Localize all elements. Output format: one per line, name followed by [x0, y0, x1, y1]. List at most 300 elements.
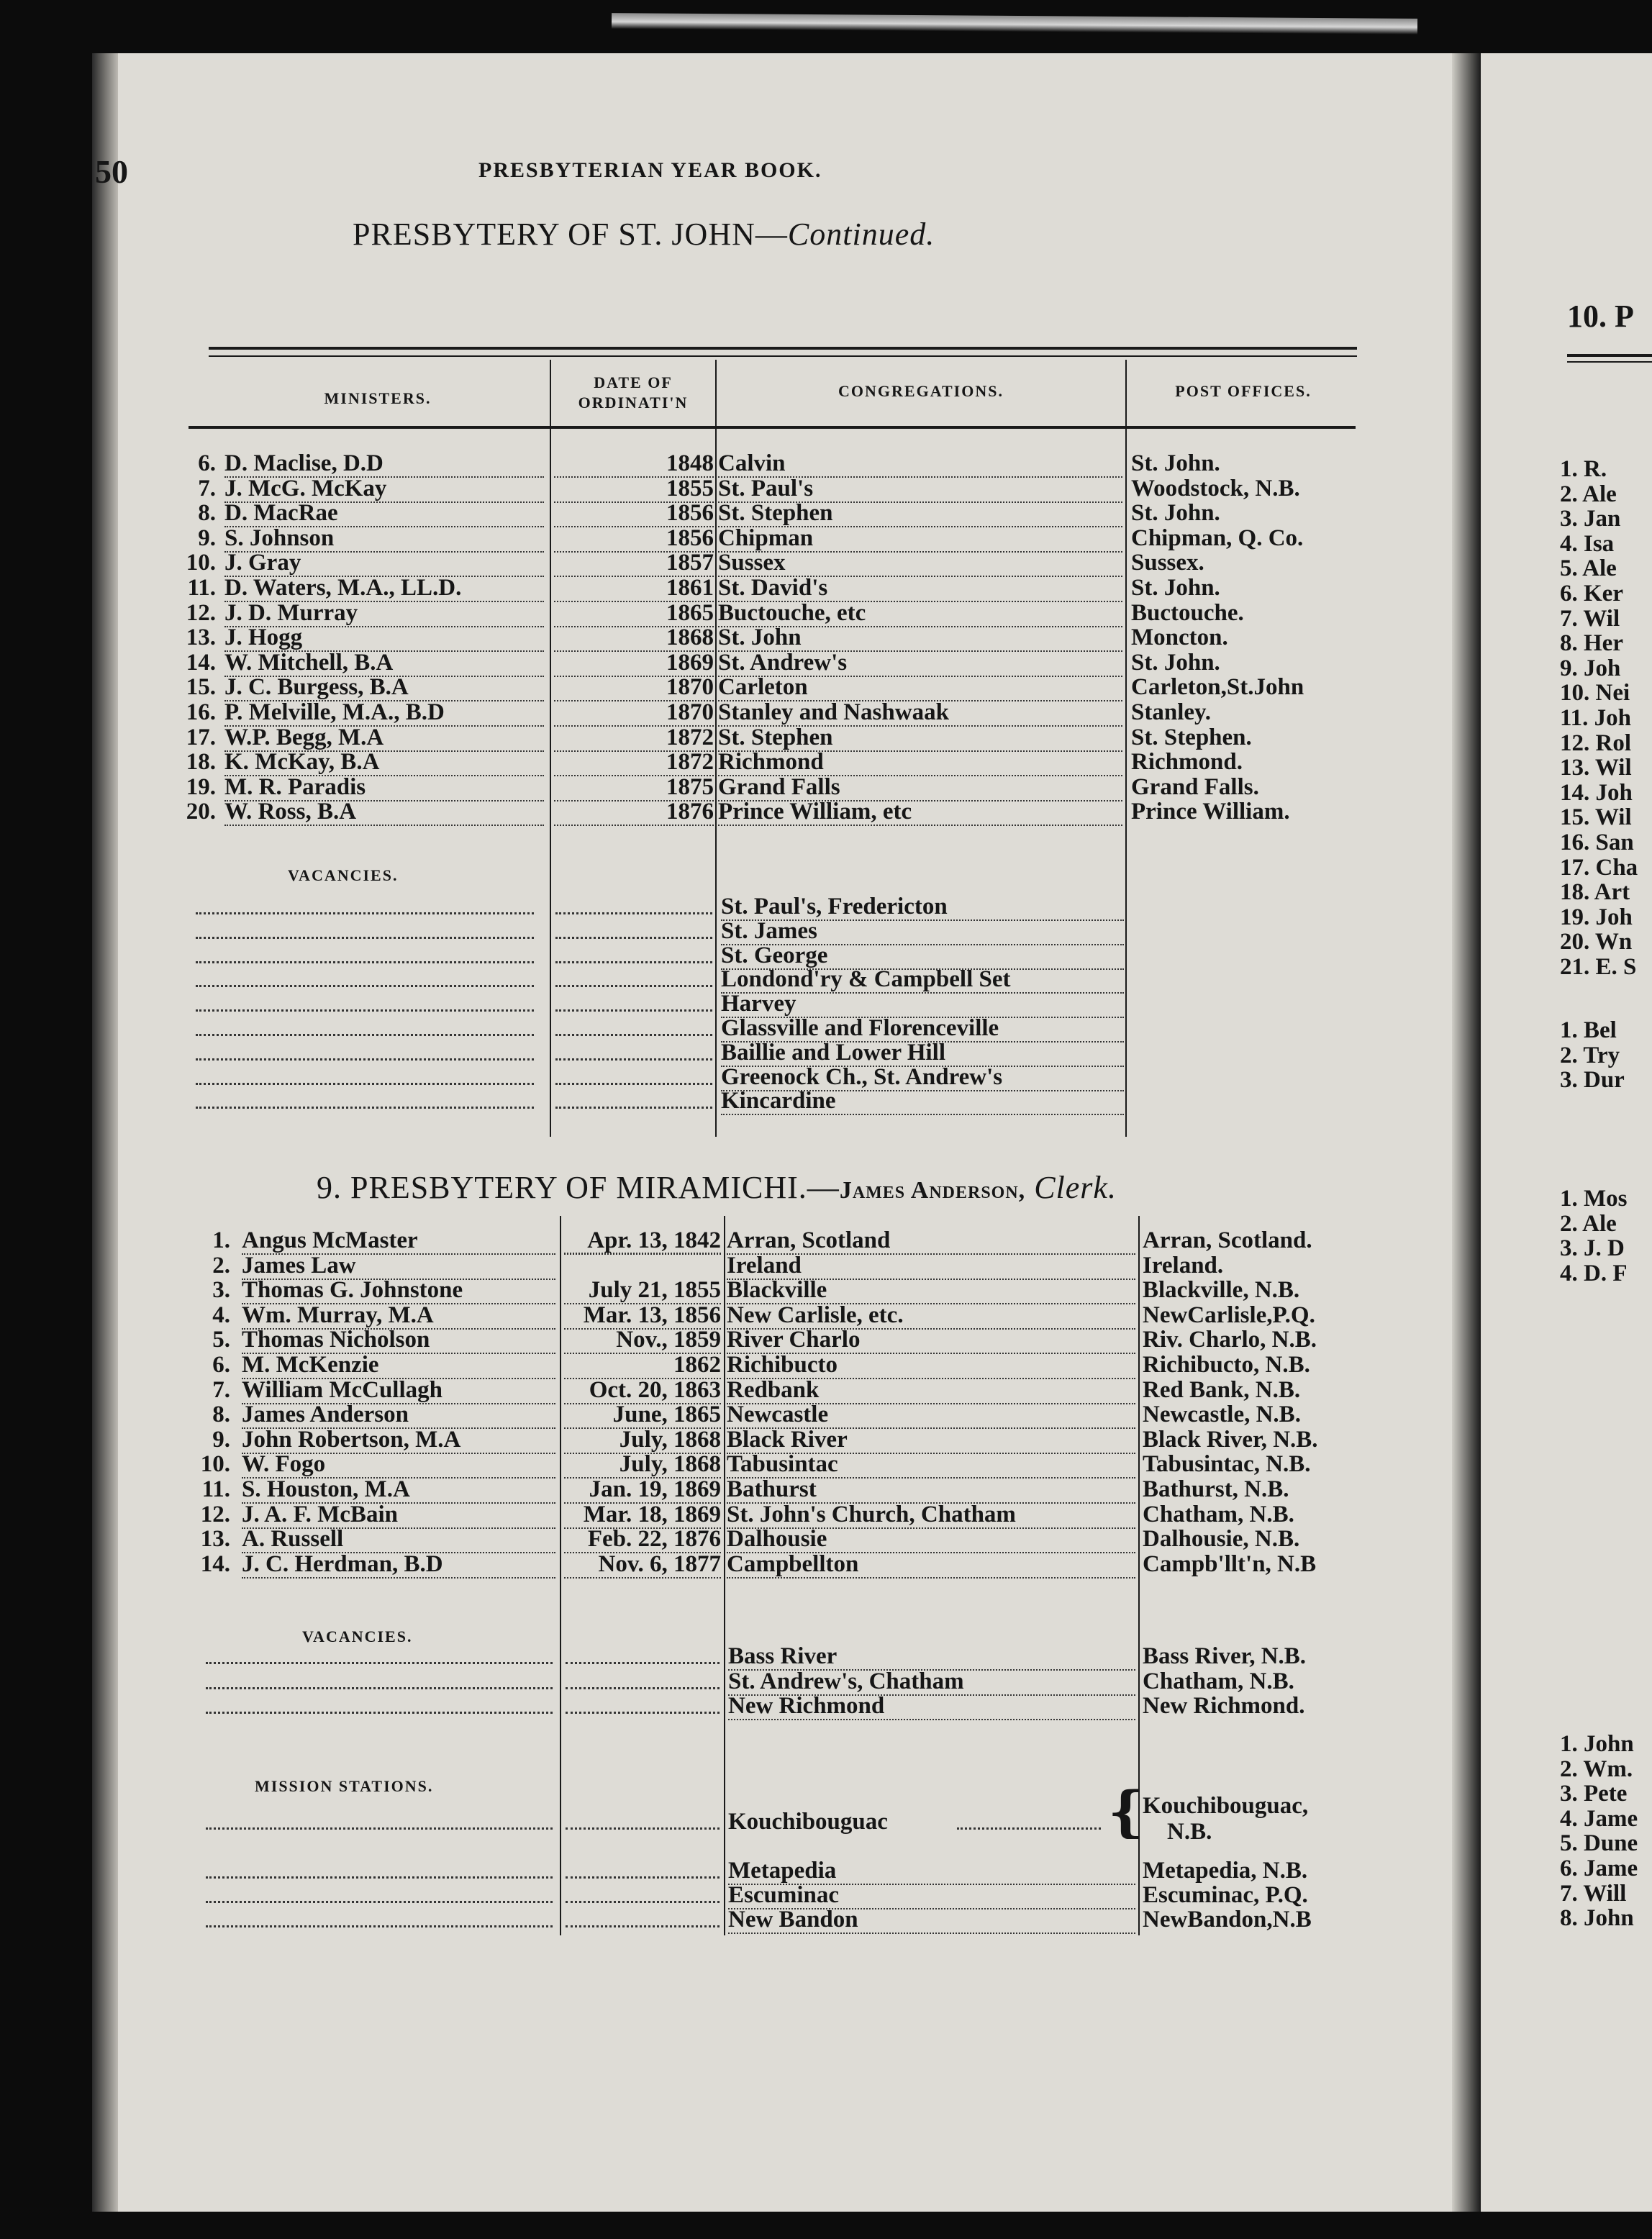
dot-leader: [196, 958, 534, 963]
dot-leader: [196, 1055, 534, 1061]
vacancy-congregation: Harvey: [721, 991, 1124, 1018]
right-page-rule-thin: [1567, 361, 1652, 363]
ordination-date: Mar. 18, 1869: [564, 1502, 721, 1529]
row-number: 5.: [212, 1327, 230, 1353]
row-number: 18.: [186, 749, 216, 776]
congregation: Grand Falls: [718, 774, 1122, 801]
minister-name: W. Fogo: [242, 1451, 555, 1479]
dot-leader: [566, 1898, 720, 1903]
ordination-date: Apr. 13, 1842: [564, 1227, 721, 1255]
section-title-suffix: Continued.: [787, 217, 935, 252]
dot-leader: [206, 1922, 553, 1927]
vacancies-heading-st-john: VACANCIES.: [288, 866, 399, 884]
row-number: 10.: [200, 1451, 230, 1478]
scan-edge-smudge: [612, 13, 1417, 35]
congregation: Bathurst: [727, 1476, 1135, 1504]
congregation: Prince William, etc: [718, 799, 1122, 826]
row-number: 16.: [186, 699, 216, 725]
dot-leader: [566, 1922, 720, 1927]
mission-row: [0, 1858, 1652, 1884]
mission-row: [0, 1882, 1652, 1908]
ordination-date: Jan. 19, 1869: [564, 1476, 721, 1504]
congregation: Richmond: [718, 749, 1122, 776]
row-number: 14.: [200, 1550, 230, 1577]
row-number: 14.: [186, 649, 216, 676]
post-office: Ireland.: [1143, 1252, 1224, 1279]
right-page-fragment: 1. R.: [1560, 456, 1607, 482]
vacancy-congregation: New Richmond: [728, 1693, 1135, 1720]
dot-leader: [206, 1825, 553, 1830]
congregation: St. Paul's: [718, 476, 1122, 503]
table-row: [0, 500, 1652, 526]
minister-name: W.P. Begg, M.A: [224, 725, 544, 752]
right-page-fragment: 21. E. S: [1560, 954, 1637, 980]
table-row: [0, 1476, 1652, 1502]
minister-name: S. Johnson: [224, 525, 544, 553]
vacancy-row: [0, 1668, 1652, 1694]
congregation: Tabusintac: [727, 1451, 1135, 1479]
right-page-fragment: 3. Dur: [1560, 1067, 1625, 1094]
table-row: [0, 550, 1652, 576]
dot-leader: [555, 982, 712, 987]
table-row: [0, 1377, 1652, 1403]
ordination-date: [564, 1253, 721, 1254]
row-number: 6.: [212, 1352, 230, 1378]
congregation: Black River: [727, 1427, 1135, 1454]
row-number: 10.: [186, 550, 216, 576]
minister-name: J. Hogg: [224, 625, 544, 652]
ordination-date: 1857: [554, 550, 714, 577]
post-office: Moncton.: [1131, 625, 1228, 651]
minister-name: James Law: [242, 1253, 555, 1280]
minister-name: James Anderson: [242, 1402, 555, 1429]
post-office: Prince William.: [1131, 799, 1290, 825]
right-page-fragment: 3. J. D: [1560, 1235, 1625, 1262]
right-page-heading: 10. P: [1567, 299, 1634, 334]
right-page-fragment: 4. D. F: [1560, 1260, 1628, 1286]
vacancy-congregation: Bass River: [728, 1643, 1135, 1671]
right-page-fragment: 17. Cha: [1560, 854, 1638, 881]
right-page-fragment: 2. Ale: [1560, 481, 1617, 507]
vacancy-row: [0, 966, 1652, 992]
ordination-date: 1869: [554, 650, 714, 677]
minister-name: W. Ross, B.A: [224, 799, 544, 826]
table-row: [0, 650, 1652, 676]
dot-leader: [555, 909, 712, 914]
post-office: Sussex.: [1131, 550, 1204, 576]
col-head-congregations: CONGREGATIONS.: [838, 382, 1004, 400]
ordination-date: July 21, 1855: [564, 1277, 721, 1304]
dot-leader: [196, 1080, 534, 1085]
right-page-fragment: 4. Isa: [1560, 530, 1615, 557]
vacancy-row: [0, 1693, 1652, 1719]
dot-leader: [196, 1104, 534, 1109]
mission-congregation: Metapedia: [728, 1858, 1135, 1885]
congregation: St. Stephen: [718, 725, 1122, 752]
minister-name: J. Gray: [224, 550, 544, 577]
right-page-fragment: 11. Joh: [1560, 705, 1632, 731]
congregation: St. John's Church, Chatham: [727, 1502, 1135, 1529]
congregation: Buctouche, etc: [718, 600, 1122, 627]
dot-leader: [196, 934, 534, 939]
ordination-date: 1848: [554, 450, 714, 478]
minister-name: D. Maclise, D.D: [224, 450, 544, 478]
post-office: Richmond.: [1131, 749, 1243, 776]
table-row: [0, 1526, 1652, 1552]
ordination-date: 1861: [554, 575, 714, 602]
post-office: Dalhousie, N.B.: [1143, 1526, 1300, 1553]
post-office: Buctouche.: [1131, 599, 1244, 626]
minister-name: P. Melville, M.A., B.D: [224, 699, 544, 727]
minister-name: S. Houston, M.A: [242, 1476, 555, 1504]
post-office: Bathurst, N.B.: [1143, 1476, 1289, 1502]
right-page-fragment: 18. Art: [1560, 879, 1630, 906]
row-number: 12.: [200, 1501, 230, 1527]
dot-leader: [555, 1104, 712, 1109]
post-office: Campb'llt'n, N.B: [1143, 1550, 1317, 1577]
ordination-date: 1875: [554, 774, 714, 801]
dot-leader: [566, 1825, 720, 1830]
minister-name: Thomas Nicholson: [242, 1327, 555, 1354]
mission-post-office: Escuminac, P.Q.: [1143, 1882, 1308, 1908]
right-page-fragment: 16. San: [1560, 830, 1634, 855]
right-page-fragment: 2. Wm.: [1560, 1756, 1633, 1782]
dot-leader: [957, 1825, 1101, 1830]
clerk-name: James Anderson,: [839, 1177, 1026, 1204]
congregation: Ireland: [727, 1253, 1135, 1280]
dot-leader: [206, 1874, 553, 1879]
post-office: St. John.: [1131, 649, 1220, 676]
minister-name: J. A. F. McBain: [242, 1502, 555, 1529]
minister-name: J. C. Burgess, B.A: [224, 674, 544, 701]
mission-post-office: NewBandon,N.B: [1143, 1907, 1312, 1933]
right-page-fragment: 7. Wil: [1560, 605, 1620, 632]
col-head-date-line1: DATE OF: [594, 373, 673, 391]
row-number: 9.: [198, 524, 216, 551]
congregation: Campbellton: [727, 1551, 1135, 1579]
vacancy-congregation: Glassville and Florenceville: [721, 1015, 1124, 1043]
table-top-rule-thin: [209, 355, 1357, 357]
post-office: Grand Falls.: [1131, 773, 1259, 800]
vacancy-row: [0, 894, 1652, 919]
table-row: [0, 1352, 1652, 1378]
dot-leader: [555, 1055, 712, 1061]
right-page-fragment: 1. Mos: [1560, 1186, 1628, 1212]
right-page-fragment: 2. Ale: [1560, 1210, 1617, 1237]
ordination-date: Nov. 6, 1877: [564, 1551, 721, 1579]
minister-name: D. MacRae: [224, 500, 544, 527]
right-page-fragment: 6. Jame: [1560, 1856, 1638, 1881]
dot-leader: [196, 1007, 534, 1012]
table-row: [0, 1277, 1652, 1303]
mission-row: [0, 1907, 1652, 1933]
congregation: St. John: [718, 625, 1122, 652]
dot-leader: [206, 1684, 553, 1689]
right-page-fragment: 1. John: [1560, 1731, 1634, 1757]
ordination-date: 1876: [554, 799, 714, 826]
table-row: [0, 450, 1652, 476]
right-page-fragment: 9. Joh: [1560, 655, 1621, 681]
table-row: [0, 476, 1652, 501]
post-office: NewCarlisle,P.Q.: [1143, 1302, 1315, 1328]
right-page-fragment: 4. Jame: [1560, 1805, 1638, 1832]
col-head-date: [554, 373, 712, 413]
row-number: 17.: [186, 724, 216, 750]
section-title-miramichi-text: 9. PRESBYTERY OF MIRAMICHI.—: [317, 1170, 840, 1205]
table-row: [0, 1451, 1652, 1477]
row-number: 13.: [200, 1526, 230, 1553]
row-number: 8.: [198, 500, 216, 527]
table-row: [0, 725, 1652, 750]
right-page-fragment: 7. Will: [1560, 1880, 1627, 1907]
col-head-ministers: MINISTERS.: [324, 389, 432, 407]
ordination-date: June, 1865: [564, 1402, 721, 1429]
vacancies-heading-miramichi: VACANCIES.: [302, 1627, 413, 1645]
right-page-fragment: 1. Bel: [1560, 1017, 1617, 1043]
post-office: Newcastle, N.B.: [1143, 1402, 1301, 1428]
minister-name: J. D. Murray: [224, 600, 544, 627]
mission-congregation: Kouchibouguac: [728, 1809, 888, 1835]
col-head-post-offices: POST OFFICES.: [1175, 382, 1312, 400]
mission-post-office-2: N.B.: [1167, 1819, 1212, 1845]
post-office: St. Stephen.: [1131, 724, 1252, 750]
right-page-fragment: 3. Pete: [1560, 1781, 1628, 1807]
post-office: Chipman, Q. Co.: [1131, 524, 1304, 551]
vacancy-congregation: St. Andrew's, Chatham: [728, 1668, 1135, 1696]
congregation: New Carlisle, etc.: [727, 1302, 1135, 1330]
table-row: [0, 1302, 1652, 1328]
dot-leader: [206, 1898, 553, 1903]
minister-name: K. McKay, B.A: [224, 749, 544, 776]
vacancy-row: [0, 1643, 1652, 1669]
table-row: [0, 799, 1652, 825]
post-office: St. John.: [1131, 575, 1220, 601]
dot-leader: [555, 1007, 712, 1012]
ordination-date: 1870: [554, 699, 714, 727]
post-office: Stanley.: [1131, 699, 1211, 725]
congregation: Richibucto: [727, 1352, 1135, 1379]
post-office: Riv. Charlo, N.B.: [1143, 1327, 1317, 1353]
table-row: [0, 674, 1652, 700]
table-row: [0, 1427, 1652, 1453]
dot-leader: [566, 1874, 720, 1879]
row-number: 4.: [212, 1302, 230, 1328]
ordination-date: 1865: [554, 600, 714, 627]
vacancy-row: [0, 991, 1652, 1017]
table-row: [0, 525, 1652, 551]
minister-name: Thomas G. Johnstone: [242, 1277, 555, 1304]
vacancy-congregation: Kincardine: [721, 1088, 1124, 1115]
table-row: [0, 1327, 1652, 1353]
minister-name: J. McG. McKay: [224, 476, 544, 503]
dot-leader: [555, 1080, 712, 1085]
row-number: 11.: [187, 575, 216, 601]
right-page-fragment: 8. Her: [1560, 630, 1623, 657]
row-number: 6.: [198, 450, 216, 476]
post-office: St. John.: [1131, 500, 1220, 527]
right-page-fragment: 5. Dune: [1560, 1830, 1638, 1857]
vacancy-post-office: New Richmond.: [1143, 1693, 1305, 1720]
vacancy-row: [0, 943, 1652, 968]
ordination-date: Mar. 13, 1856: [564, 1302, 721, 1330]
clerk-label: Clerk.: [1034, 1170, 1117, 1205]
right-page-fragment: 20. Wn: [1560, 929, 1633, 955]
congregation: River Charlo: [727, 1327, 1135, 1354]
section-title-miramichi: [317, 1169, 1117, 1206]
ordination-date: 1870: [554, 674, 714, 701]
mission-congregation: Escuminac: [728, 1882, 1135, 1909]
vacancy-congregation: Greenock Ch., St. Andrew's: [721, 1064, 1124, 1091]
page-number: 50: [95, 153, 128, 190]
minister-name: William McCullagh: [242, 1377, 555, 1404]
right-page-fragment: 2. Try: [1560, 1042, 1620, 1068]
post-office: Arran, Scotland.: [1143, 1227, 1312, 1253]
congregation: Carleton: [718, 674, 1122, 701]
row-number: 19.: [186, 773, 216, 800]
section-title-text: PRESBYTERY OF ST. JOHN—: [353, 217, 788, 252]
minister-name: M. McKenzie: [242, 1352, 555, 1379]
vacancy-congregation: St. Paul's, Fredericton: [721, 894, 1124, 921]
vacancy-congregation: St. James: [721, 918, 1124, 945]
right-page-fragment: 19. Joh: [1560, 904, 1633, 930]
vacancy-row: [0, 1064, 1652, 1090]
post-office: Carleton,St.John: [1131, 674, 1304, 701]
row-number: 8.: [212, 1402, 230, 1428]
section-title-st-john: [353, 216, 935, 253]
row-number: 7.: [212, 1376, 230, 1403]
row-number: 2.: [212, 1252, 230, 1279]
row-number: 12.: [186, 599, 216, 626]
vacancy-post-office: Chatham, N.B.: [1143, 1668, 1294, 1694]
table-row: [0, 1253, 1652, 1279]
dot-leader: [196, 1031, 534, 1036]
dot-leader: [206, 1709, 553, 1714]
right-page-fragment: 6. Ker: [1560, 581, 1623, 607]
post-office: Woodstock, N.B.: [1131, 475, 1300, 501]
right-page-fragment: 8. John: [1560, 1905, 1634, 1932]
table-row: [0, 699, 1652, 725]
vacancy-row: [0, 1015, 1652, 1041]
table-row: [0, 625, 1652, 650]
minister-name: A. Russell: [242, 1526, 555, 1553]
ordination-date: 1872: [554, 749, 714, 776]
dot-leader: [206, 1659, 553, 1664]
right-page-rule: [1567, 354, 1652, 357]
congregation: Newcastle: [727, 1402, 1135, 1429]
row-number: 11.: [201, 1476, 230, 1502]
row-number: 1.: [212, 1227, 230, 1253]
dot-leader: [555, 958, 712, 963]
col-head-date-line2: ORDINATI'N: [578, 394, 689, 412]
post-office: Chatham, N.B.: [1143, 1501, 1294, 1527]
minister-name: D. Waters, M.A., LL.D.: [224, 575, 544, 602]
vacancy-congregation: Baillie and Lower Hill: [721, 1040, 1124, 1067]
table-row: [0, 749, 1652, 775]
row-number: 9.: [212, 1426, 230, 1453]
post-office: St. John.: [1131, 450, 1220, 476]
ordination-date: 1872: [554, 725, 714, 752]
minister-name: W. Mitchell, B.A: [224, 650, 544, 677]
post-office: Richibucto, N.B.: [1143, 1352, 1310, 1378]
vacancy-congregation: St. George: [721, 943, 1124, 970]
table-row: [0, 600, 1652, 626]
dot-leader: [566, 1659, 720, 1664]
minister-name: M. R. Paradis: [224, 774, 544, 801]
congregation: Stanley and Nashwaak: [718, 699, 1122, 727]
table-row: [0, 1402, 1652, 1427]
congregation: Sussex: [718, 550, 1122, 577]
vacancy-row: [0, 1088, 1652, 1114]
congregation: Arran, Scotland: [727, 1227, 1135, 1255]
congregation: St. David's: [718, 575, 1122, 602]
row-number: 15.: [186, 674, 216, 701]
vacancy-post-office: Bass River, N.B.: [1143, 1643, 1307, 1669]
ordination-date: Oct. 20, 1863: [564, 1377, 721, 1404]
table-row: [0, 774, 1652, 800]
mission-post-office: Metapedia, N.B.: [1143, 1858, 1308, 1884]
right-page-fragment: 3. Jan: [1560, 506, 1621, 532]
congregation: St. Andrew's: [718, 650, 1122, 677]
mission-stations-heading: MISSION STATIONS.: [255, 1777, 434, 1795]
dot-leader: [566, 1684, 720, 1689]
right-page-fragment: 14. Joh: [1560, 779, 1633, 806]
right-page-fragment: 13. Wil: [1560, 755, 1632, 781]
ordination-date: Nov., 1859: [564, 1327, 721, 1354]
minister-name: Wm. Murray, M.A: [242, 1302, 555, 1330]
ordination-date: 1856: [554, 525, 714, 553]
running-title: PRESBYTERIAN YEAR BOOK.: [478, 158, 822, 182]
minister-name: J. C. Herdman, B.D: [242, 1551, 555, 1579]
vacancy-congregation: Londond'ry & Campbell Set: [721, 966, 1124, 994]
ordination-date: 1855: [554, 476, 714, 503]
ordination-date: 1856: [554, 500, 714, 527]
congregation: Dalhousie: [727, 1526, 1135, 1553]
congregation: Chipman: [718, 525, 1122, 553]
dot-leader: [555, 934, 712, 939]
mission-post-office: Kouchibouguac,: [1143, 1793, 1309, 1819]
row-number: 13.: [186, 625, 216, 651]
row-number: 7.: [198, 475, 216, 501]
ordination-date: 1868: [554, 625, 714, 652]
ordination-date: 1862: [564, 1352, 721, 1379]
table-row: [0, 1502, 1652, 1527]
congregation: Blackville: [727, 1277, 1135, 1304]
post-office: Red Bank, N.B.: [1143, 1376, 1301, 1403]
congregation: Redbank: [727, 1377, 1135, 1404]
brace-glyph: {: [1108, 1784, 1143, 1839]
right-page-fragment: 5. Ale: [1560, 555, 1617, 582]
post-office: Blackville, N.B.: [1143, 1277, 1300, 1304]
table-row: [0, 1551, 1652, 1577]
ordination-date: July, 1868: [564, 1451, 721, 1479]
row-number: 20.: [186, 799, 216, 825]
mission-congregation: New Bandon: [728, 1907, 1135, 1934]
minister-name: John Robertson, M.A: [242, 1427, 555, 1454]
table-row: [0, 575, 1652, 601]
row-number: 3.: [212, 1277, 230, 1304]
right-page-fragment: 10. Nei: [1560, 680, 1630, 707]
table-top-rule: [209, 347, 1357, 350]
minister-name: Angus McMaster: [242, 1227, 555, 1255]
dot-leader: [196, 982, 534, 987]
right-page-fragment: 12. Rol: [1560, 730, 1631, 756]
post-office: Tabusintac, N.B.: [1143, 1451, 1311, 1478]
dot-leader: [555, 1031, 712, 1036]
congregation: Calvin: [718, 450, 1122, 478]
dot-leader: [196, 909, 534, 914]
vacancy-row: [0, 918, 1652, 944]
ordination-date: July, 1868: [564, 1427, 721, 1454]
